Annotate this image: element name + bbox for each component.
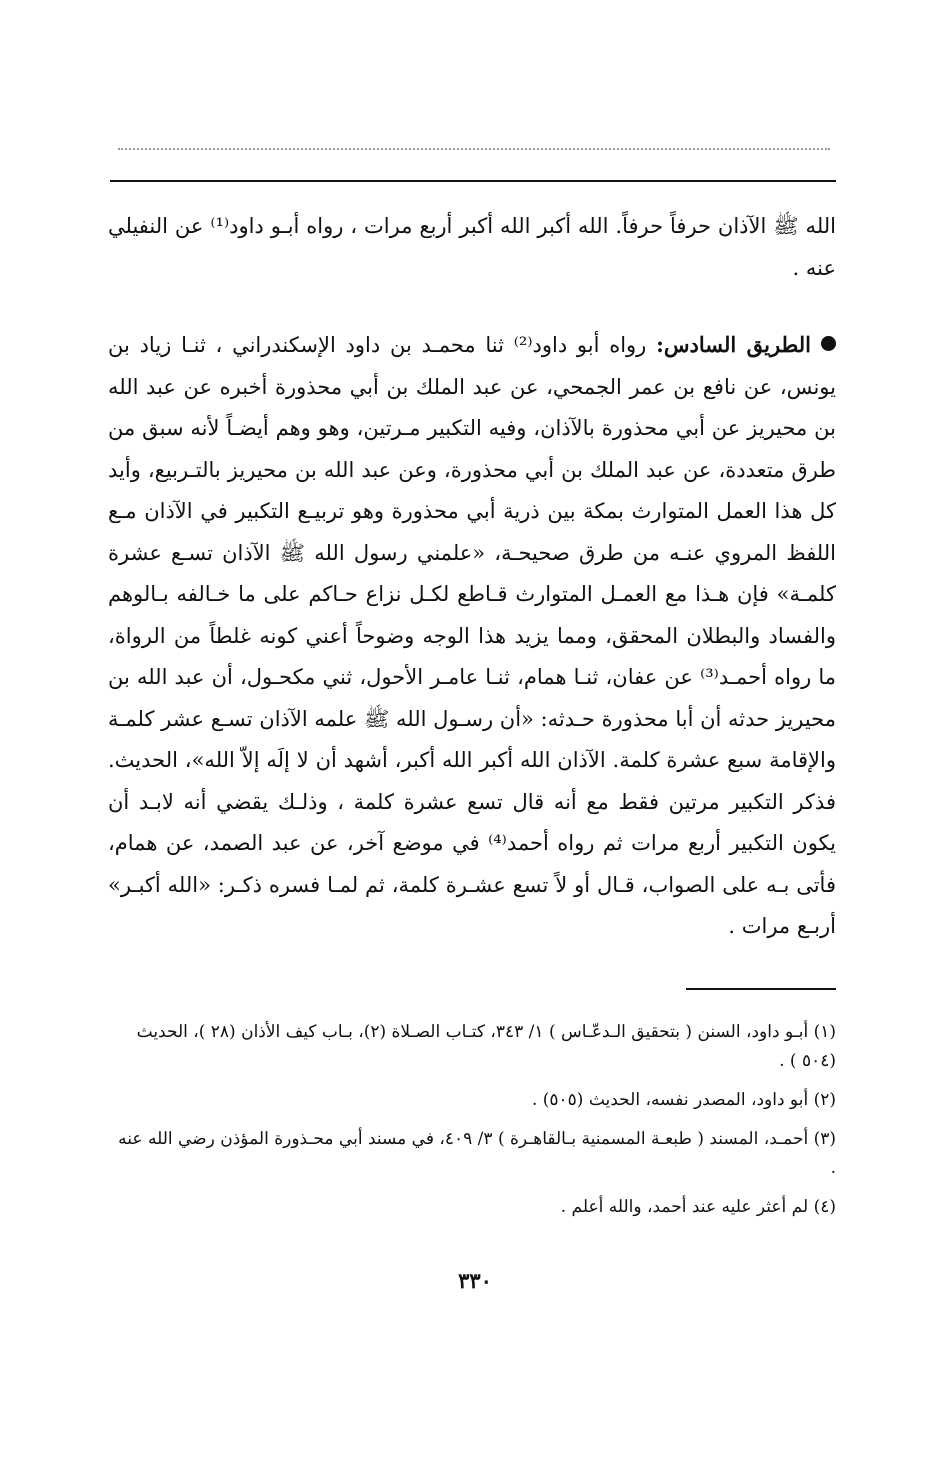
section-heading: الطريق السادس: [656, 332, 811, 357]
section-paragraph [108, 324, 836, 948]
section-text: رواه أبو داود⁽²⁾ ثنا محمـد بن داود الإسكندراني ، ثنـا زياد بن يونس، عن نافع بن عمر الجمحي، عن عبد الملك بن أبي محذورة أخبره عن عبد الله بن محيريز عن أبي محذورة بالآذان، وفيه التكبير مـرتين، وهو وهم أيضـاً لأنه سبق من طرق متعددة، عن عبد الملك بن أبي محذورة، وعن عبد الله بن محيريز بالتـربيع، وأيد كل هذا العمل المتوارث بمكة بين ذرية أبي محذورة وهو تربيـع التكبير في الآذان مـع اللفظ المروي عنـه من طرق صحيحـة، «علمني رسول الله ﷺ الآذان تسـع عشرة كلمـة» فإن هـذا مع العمـل المتوارث قـاطع لكـل نزاع حـاكم على ما خـالفه بـالوهم والفساد والبطلان المحقق، ومما يزيد هذا الوجه وضوحاً أعني كونه غلطاً من الرواة، ما رواه أحمـد⁽³⁾ عن عفان، ثنـا همام، ثنـا عامـر الأحول، ثني مكحـول، أن عبد الله بن محيريز حدثه أن أبا محذورة حـدثه: «أن رسـول الله ﷺ علمه الآذان تسـع عشر كلمـة والإقامة سبع عشرة كلمة. الآذان الله أكبر الله أكبر، أشهد أن لا إلَه إلاّ الله»، الحديث. فذكر التكبير مرتين فقط مع أنه قال تسع عشرة كلمة ، وذلـك يقضي أنه لابـد أن يكون التكبير أربع مرات ثم رواه أحمد⁽⁴⁾ في موضع آخر، عن عبد الصمد، عن همام، فأتى بـه على الصواب، قـال أو لاً تسع عشـرة كلمة، ثم لمـا فسره ذكـر: «الله أكبـر» أربـع مرات . [108, 333, 837, 938]
bullet-icon [821, 336, 836, 351]
footnote-separator [686, 988, 836, 990]
footnote-2: (٢) أبو داود، المصدر نفسه، الحديث (٥٠٥) . [531, 1090, 836, 1110]
footnote-4: (٤) لم أعثر عليه عند أحمد، والله أعلم . [560, 1197, 836, 1217]
footnote-3: (٣) أحمـد، المسند ( طبعـة المسمنية بـالقاهـرة ) ٣/ ٤٠٩، في مسند أبي محـذورة المؤذن رضي الله عنه . [118, 1129, 836, 1178]
header-dotted-rule [118, 148, 830, 150]
footnotes [108, 1018, 836, 1232]
footnote-1: (١) أبـو داود، السنن ( بتحقيق الـدعّـاس ) ١/ ٣٤٣، كتـاب الصـلاة (٢)، بـاب كيف الأذان (٢٨ )، الحديث (٥٠٤ ) . [136, 1022, 836, 1071]
main-text [108, 206, 836, 948]
page-number: ٣٣٠ [458, 1268, 492, 1293]
intro-paragraph: الله ﷺ الآذان حرفاً حرفاً. الله أكبر الله أكبر أربع مرات ، رواه أبـو داود⁽¹⁾ عن النفيلي عنه . [108, 214, 837, 280]
header-rule [110, 180, 836, 182]
